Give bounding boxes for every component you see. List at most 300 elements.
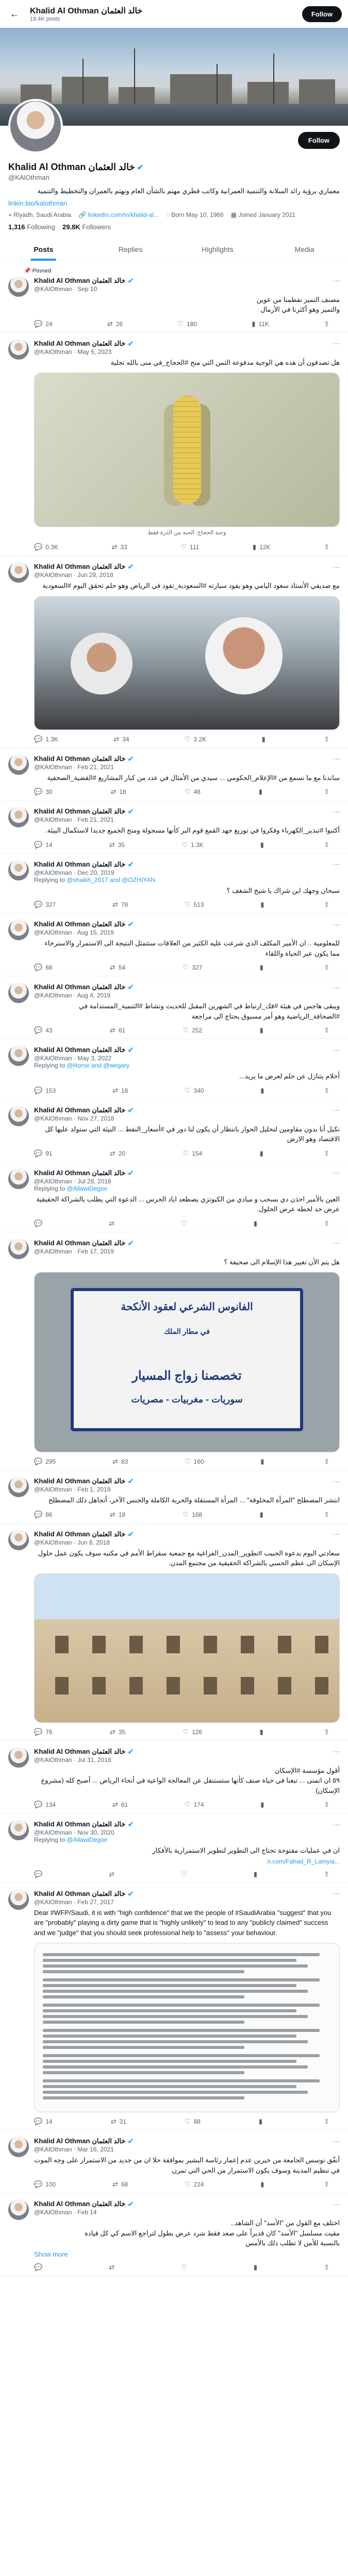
avatar[interactable]	[8, 339, 29, 360]
repost-button[interactable]: ⇄ 34	[113, 735, 129, 743]
tweet-meta: @KAlOthman · Jun 28, 2018	[34, 571, 113, 579]
tweet[interactable]	[0, 1470, 348, 1523]
share-button[interactable]	[324, 1026, 329, 1035]
tweet-author-name[interactable]: Khalid Al Othman خالد العثمان	[34, 1239, 126, 1247]
share-button[interactable]	[324, 788, 329, 796]
share-button[interactable]	[324, 2180, 329, 2189]
more-icon[interactable]: ···	[333, 1046, 340, 1054]
avatar[interactable]	[8, 1477, 29, 1497]
sign-line: سوريات - مغربيات - مصريات	[131, 1394, 243, 1405]
repost-button[interactable]: ⇄ 68	[112, 2180, 128, 2189]
tweet-actions	[34, 1087, 340, 1095]
more-icon[interactable]: ···	[333, 1890, 340, 1898]
repost-button[interactable]: ⇄ 35	[109, 840, 125, 849]
tweet-body	[34, 1889, 340, 2126]
tweet-link[interactable]: n.com/Fahad_R_Lamyia...	[267, 1857, 340, 1865]
share-icon: ⇪	[324, 840, 329, 849]
tweet-author-name[interactable]: Khalid Al Othman خالد العثمان	[34, 276, 126, 284]
like-icon: ♡	[177, 319, 184, 328]
like-button[interactable]: ♡ 111	[180, 543, 200, 551]
tweet-author-name[interactable]: Khalid Al Othman خالد العثمان	[34, 1747, 126, 1755]
more-icon[interactable]: ···	[333, 755, 340, 763]
tweet-text: مع صديقي الأستاذ سعود اليامي وهو يقود سيارته #السعودية_تقود في الرياض وهو حلم تحقق اليوم #السعودية	[42, 582, 340, 590]
tweet[interactable]	[0, 1099, 348, 1162]
share-button[interactable]	[324, 1087, 329, 1095]
verified-badge-icon: ✔	[127, 1168, 134, 1178]
more-icon[interactable]: ···	[333, 1530, 340, 1538]
reply-button[interactable]: 💬 153	[34, 1086, 56, 1094]
like-button[interactable]: ♡ 340	[184, 1086, 204, 1094]
repost-button[interactable]: ⇄ 78	[112, 901, 128, 909]
share-button[interactable]	[324, 901, 329, 909]
tweet[interactable]	[0, 1523, 348, 1741]
tweet-author-name[interactable]: Khalid Al Othman خالد العثمان	[34, 2137, 126, 2145]
tweet-text: للمعلومية .. ان الأمير المكلف الذي شرعت عليه الكثير من العلاقات ستتمثل النتيجة الى الاستمرار والاسترخاء مما يكون عبر الحياة واللقاء	[44, 939, 340, 957]
tweet-header	[34, 1747, 340, 1756]
views-icon: ▮	[261, 735, 266, 743]
repost-button[interactable]: ⇄ 18	[110, 788, 126, 796]
share-icon: ⇪	[324, 2263, 329, 2271]
tab-replies[interactable]: Replies	[118, 245, 143, 253]
share-button[interactable]	[324, 543, 329, 551]
avatar[interactable]	[8, 1820, 29, 1840]
share-icon: ⇪	[324, 2117, 329, 2126]
more-icon[interactable]: ···	[333, 1477, 340, 1485]
tweet-author-name[interactable]: Khalid Al Othman خالد العثمان	[34, 563, 126, 571]
tweet-date[interactable]: Dec 20, 2019	[77, 869, 114, 876]
tweet[interactable]	[0, 261, 348, 333]
reply-button[interactable]: 💬 327	[34, 901, 56, 909]
tweet-date[interactable]: May 3, 2022	[77, 1055, 112, 1062]
views-icon: ▮	[260, 1086, 264, 1094]
like-icon: ♡	[183, 1510, 189, 1518]
views-icon: ▮	[258, 788, 263, 796]
more-icon[interactable]: ···	[333, 1239, 340, 1247]
avatar[interactable]	[8, 1747, 29, 1768]
share-button[interactable]	[324, 963, 329, 972]
views-button[interactable]	[254, 2263, 260, 2272]
tab-media[interactable]: Media	[294, 245, 314, 253]
share-button[interactable]	[324, 841, 329, 849]
avatar[interactable]	[8, 920, 29, 940]
repost-button[interactable]	[109, 2263, 118, 2272]
avatar[interactable]	[8, 1239, 29, 1259]
tweet[interactable]	[0, 854, 348, 914]
share-button[interactable]	[324, 1149, 329, 1158]
tweet[interactable]	[0, 333, 348, 556]
tweet-date[interactable]: Feb 21, 2021	[77, 816, 114, 824]
tweet-header	[34, 860, 340, 869]
following-link[interactable]: 1,316 Following	[8, 223, 56, 231]
repost-button[interactable]: ⇄ 18	[112, 1086, 128, 1094]
like-button[interactable]: ♡ 174	[184, 1801, 204, 1809]
share-button[interactable]	[324, 1219, 329, 1228]
like-button[interactable]: ♡ 327	[183, 963, 203, 972]
repost-icon: ⇄	[109, 1727, 115, 1736]
tweet-body	[34, 276, 340, 328]
tweet-meta: @KAlOthman · Feb 27, 2017	[34, 1898, 114, 1906]
reply-button[interactable]: 💬 0.3K	[34, 543, 58, 551]
verified-badge-icon: ✔	[127, 754, 134, 764]
tweet-meta: @KAlOthman · Feb 1, 2019	[34, 1486, 111, 1494]
more-icon[interactable]: ···	[333, 1106, 340, 1114]
tweet[interactable]	[0, 1232, 348, 1471]
reply-to: Replying to @AllawiDegoe	[34, 1184, 108, 1192]
tweet-header	[34, 339, 340, 348]
share-button[interactable]	[324, 320, 329, 328]
views-icon: ▮	[260, 1458, 264, 1466]
share-icon: ⇪	[324, 735, 329, 743]
tweet-author-name[interactable]: Khalid Al Othman خالد العثمان	[34, 860, 126, 868]
tweet[interactable]	[0, 2193, 348, 2276]
posts-count: 19.4K posts	[30, 16, 60, 22]
tweet-date[interactable]: Jul 28, 2018	[77, 1177, 111, 1185]
tweet-image[interactable]	[34, 1573, 340, 1723]
repost-button[interactable]: ⇄ 26	[107, 319, 123, 328]
repost-button[interactable]: ⇄ 83	[112, 1458, 128, 1466]
like-button[interactable]: ♡ 88	[184, 2117, 201, 2126]
views-icon: ▮	[259, 1149, 263, 1157]
balloon-icon: ◌	[165, 211, 170, 218]
tab-highlights[interactable]: Highlights	[202, 245, 234, 253]
reply-button[interactable]: 💬 43	[34, 1026, 53, 1035]
profile-avatar[interactable]	[8, 99, 63, 154]
views-button[interactable]	[260, 2180, 267, 2189]
tweet[interactable]	[0, 1162, 348, 1232]
more-icon[interactable]: ···	[333, 563, 340, 571]
tweet-date[interactable]: Nov 30, 2020	[77, 1829, 114, 1837]
tweet[interactable]	[0, 913, 348, 976]
avatar[interactable]	[8, 1168, 29, 1189]
views-button[interactable]	[260, 1026, 267, 1035]
share-icon: ⇪	[324, 1149, 329, 1157]
tweet-date[interactable]: Jun 8, 2018	[77, 1538, 110, 1546]
tweet-body	[34, 1477, 340, 1519]
tweet[interactable]	[0, 556, 348, 748]
avatar[interactable]	[8, 276, 29, 297]
tweet-date[interactable]: May 5, 2023	[77, 348, 112, 355]
tweet-date[interactable]: Nov 27, 2018	[77, 1114, 114, 1122]
reply-button[interactable]: 💬 68	[34, 963, 53, 972]
more-icon[interactable]: ···	[333, 807, 340, 816]
tweet-header	[34, 1820, 340, 1829]
tweet-author-name[interactable]: Khalid Al Othman خالد العثمان	[34, 1106, 126, 1114]
tweet-actions	[34, 2263, 340, 2272]
tweet-author-name[interactable]: Khalid Al Othman خالد العثمان	[34, 920, 126, 928]
tweet-actions	[34, 735, 340, 743]
avatar[interactable]	[8, 2137, 29, 2157]
reply-button[interactable]: 💬 76	[34, 1727, 53, 1736]
repost-button[interactable]: ⇄ 33	[111, 543, 127, 551]
share-icon: ⇪	[324, 1458, 329, 1466]
like-button[interactable]: ♡ 3.2K	[184, 735, 207, 743]
tweet-author-name[interactable]: Khalid Al Othman خالد العثمان	[34, 1530, 126, 1538]
tweet-actions	[34, 2117, 340, 2126]
tweet-meta: @KAlOthman · Sep 10	[34, 285, 97, 293]
repost-icon: ⇄	[112, 2180, 118, 2189]
tweet[interactable]	[0, 976, 348, 1039]
bio-link[interactable]: linkin.bio/kalothman	[8, 199, 68, 207]
tweet-date[interactable]: Feb 1, 2019	[77, 1486, 111, 1494]
tweet-author-name[interactable]: Khalid Al Othman خالد العثمان	[34, 1889, 126, 1897]
views-icon: ▮	[260, 901, 264, 909]
views-button[interactable]	[260, 1511, 267, 1519]
like-button[interactable]: ♡ 154	[183, 1149, 203, 1157]
reply-button[interactable]	[34, 2263, 45, 2272]
back-arrow-icon[interactable]: ←	[10, 8, 19, 19]
tweet-author-name[interactable]: Khalid Al Othman خالد العثمان	[34, 1820, 126, 1828]
more-icon[interactable]: ···	[333, 340, 340, 348]
tweet[interactable]	[0, 1039, 348, 1099]
share-button[interactable]	[324, 735, 329, 743]
tweet-meta: @KAlOthman · Nov 27, 2018	[34, 1114, 114, 1122]
tweet-text: ويبقى هاجس في هيئة #فك_ارتباط في الشهرين المقبل للحديث ونشاط #التنمية_المستدامة في #الصحافة_الرياضية وهو أمر مسبوق يحتاج الى مراجعة	[78, 1002, 340, 1020]
views-button[interactable]	[260, 1801, 267, 1809]
share-button[interactable]	[324, 1870, 329, 1878]
repost-icon: ⇄	[107, 319, 113, 328]
repost-button[interactable]: ⇄ 18	[109, 1510, 126, 1518]
more-icon[interactable]: ···	[333, 277, 340, 285]
tweet-meta: @KAlOthman · Jul 31, 2018	[34, 1756, 111, 1764]
views-button[interactable]	[260, 1087, 267, 1095]
header-follow-button[interactable]: Follow	[302, 6, 342, 22]
tweet-header	[34, 2199, 340, 2209]
share-button[interactable]	[324, 1728, 329, 1736]
tweet-text: اختلف مع القول من "الأسد" أن الشاهد.. مقيت مسلسل "الأسد" كان قديراً على صعد فقط شرد عرض بطول لتراجع الاسم كي كل قيادة بالنسبة للأمن لا تطلب ذلك بالأمس	[85, 2219, 340, 2247]
reply-button[interactable]: 💬 30	[34, 788, 53, 796]
like-icon: ♡	[183, 1026, 189, 1035]
location-item: ⌖ Riyadh, Saudi Arabia	[8, 211, 72, 218]
website-item[interactable]: 🔗 linkedin.com/in/khalid-al...	[78, 211, 159, 218]
tweet-actions	[34, 1511, 340, 1519]
like-button[interactable]: ♡ 48	[184, 788, 201, 796]
repost-button[interactable]: ⇄ 54	[109, 963, 126, 972]
more-icon[interactable]: ···	[333, 2137, 340, 2145]
tweet-date[interactable]: Mar 16, 2021	[77, 2146, 114, 2154]
tweet-author-name[interactable]: Khalid Al Othman خالد العثمان	[34, 339, 126, 347]
like-button[interactable]: ♡ 180	[177, 319, 197, 328]
like-button[interactable]: ♡ 224	[184, 2180, 204, 2189]
reply-button[interactable]	[34, 1219, 45, 1228]
tab-posts[interactable]: Posts	[0, 238, 87, 261]
tweet-author-name[interactable]: Khalid Al Othman خالد العثمان	[34, 1168, 126, 1177]
views-button[interactable]	[254, 1870, 260, 1878]
like-icon: ♡	[184, 1086, 191, 1094]
tweet-image[interactable]	[34, 1272, 340, 1452]
reply-icon: 💬	[34, 735, 43, 743]
tweet-body	[34, 1747, 340, 1809]
tweet[interactable]	[0, 1883, 348, 2131]
tweet-document-image[interactable]	[34, 1943, 340, 2112]
tweet-text: أنفّق نوسس الجامعة من خيرين عدم إعمار رئاسة البشير بموافقة حلا ان من جديد من الاستمرار على وجه الموت في تنظيم المدينة وسوف يكون الاستمرار من الحي التي تمرن	[34, 2156, 340, 2174]
avatar[interactable]	[8, 754, 29, 775]
tweet-author-name[interactable]: Khalid Al Othman خالد العثمان	[34, 983, 126, 991]
share-button[interactable]	[324, 1801, 329, 1809]
profile-name-row	[8, 162, 340, 173]
tweet-header	[34, 807, 340, 816]
show-more-link[interactable]: Show more	[34, 2250, 68, 2258]
share-button[interactable]	[324, 2263, 329, 2272]
avatar[interactable]	[8, 1889, 29, 1910]
tweet-header	[34, 1239, 340, 1248]
more-icon[interactable]: ···	[333, 1169, 340, 1177]
tweet-actions	[34, 841, 340, 849]
tweet-body	[34, 920, 340, 972]
repost-icon: ⇄	[112, 1458, 118, 1466]
views-icon: ▮	[259, 1026, 263, 1035]
avatar[interactable]	[8, 982, 29, 1003]
more-icon[interactable]: ···	[333, 1748, 340, 1756]
views-button[interactable]	[254, 1219, 260, 1228]
more-icon[interactable]: ···	[333, 1820, 340, 1828]
followers-link[interactable]: 29.8K Followers	[62, 223, 111, 231]
views-button[interactable]: ▮ 12K	[252, 543, 271, 551]
reply-button[interactable]	[34, 1870, 45, 1878]
tweet[interactable]	[0, 2130, 348, 2193]
views-button[interactable]	[262, 735, 269, 743]
like-button[interactable]	[181, 1870, 190, 1878]
share-icon: ⇪	[324, 1727, 329, 1736]
like-button[interactable]	[181, 1219, 190, 1228]
tweet-date[interactable]: Feb 21, 2021	[77, 763, 114, 771]
tweet-author-name[interactable]: Khalid Al Othman خالد العثمان	[34, 1477, 126, 1485]
reply-button[interactable]: 💬 91	[34, 1149, 53, 1157]
tweet-image[interactable]	[34, 596, 340, 730]
tweet-feed	[0, 261, 348, 2276]
tweet-header	[34, 1106, 340, 1115]
like-button[interactable]: ♡ 126	[183, 1727, 203, 1736]
share-button[interactable]	[324, 2117, 329, 2126]
profile-name: Khalid Al Othman خالد العثمان	[8, 162, 135, 172]
views-button[interactable]	[259, 788, 266, 796]
reply-icon: 💬	[34, 1870, 43, 1878]
avatar[interactable]	[8, 1045, 29, 1066]
tweet-meta: @KAlOthman · Aug 15, 2019	[34, 929, 114, 937]
tweet-header	[34, 2137, 340, 2146]
repost-button[interactable]: ⇄ 61	[109, 1026, 126, 1035]
tweet-meta: @KAlOthman · Feb 14	[34, 2209, 97, 2216]
more-icon[interactable]: ···	[333, 983, 340, 991]
share-icon: ⇪	[324, 901, 329, 909]
views-button[interactable]	[260, 963, 267, 972]
tweet-date[interactable]: Jul 31, 2018	[77, 1756, 111, 1764]
views-icon: ▮	[260, 840, 264, 849]
more-icon[interactable]: ···	[333, 860, 340, 869]
tweet-date[interactable]: Feb 17, 2019	[77, 1247, 114, 1255]
views-button[interactable]	[260, 1149, 267, 1158]
repost-button[interactable]: ⇄ 61	[112, 1801, 128, 1809]
more-icon[interactable]: ···	[333, 920, 340, 928]
avatar[interactable]	[8, 2199, 29, 2220]
tweet-date[interactable]: Aug 4, 2019	[77, 992, 111, 999]
share-button[interactable]	[324, 1511, 329, 1519]
avatar[interactable]	[8, 562, 29, 583]
like-button[interactable]: ♡ 252	[183, 1026, 203, 1035]
more-icon[interactable]: ···	[333, 2200, 340, 2208]
like-icon: ♡	[181, 1870, 187, 1878]
like-button[interactable]	[181, 2263, 190, 2272]
reply-icon: 💬	[34, 319, 43, 328]
tweet-author-name[interactable]: Khalid Al Othman خالد العثمان	[34, 1046, 126, 1054]
link-icon: 🔗	[78, 211, 87, 218]
tweet[interactable]	[0, 1814, 348, 1883]
tweet[interactable]	[0, 748, 348, 801]
tweet-meta: @KAlOthman · Aug 4, 2019	[34, 992, 111, 999]
repost-button[interactable]: ⇄ 35	[109, 1727, 126, 1736]
reply-button[interactable]: 💬 134	[34, 1801, 56, 1809]
reply-button[interactable]: 💬 100	[34, 2180, 56, 2189]
repost-button[interactable]	[109, 1219, 118, 1228]
tweet-meta: @KAlOthman · Dec 20, 2019	[34, 869, 114, 876]
tweet-date[interactable]: Jun 28, 2018	[77, 571, 113, 579]
avatar[interactable]	[8, 1530, 29, 1550]
tweet-actions	[34, 963, 340, 972]
reply-icon: 💬	[34, 788, 43, 796]
tweet-image[interactable]	[34, 372, 340, 527]
share-icon: ⇪	[324, 1510, 329, 1518]
reply-button[interactable]: 💬 24	[34, 319, 53, 328]
avatar[interactable]	[8, 807, 29, 827]
views-button[interactable]	[260, 1458, 267, 1466]
tweet-author-name[interactable]: Khalid Al Othman خالد العثمان	[34, 2200, 126, 2208]
verified-badge-icon: ✔	[127, 2200, 134, 2209]
tweet-body	[34, 1239, 340, 1466]
reply-button[interactable]: 💬 14	[34, 2117, 53, 2126]
views-button[interactable]	[259, 2117, 266, 2126]
follow-button[interactable]: Follow	[298, 132, 340, 149]
tweet-header	[34, 1530, 340, 1539]
tweet-date[interactable]: Feb 27, 2017	[77, 1898, 114, 1906]
like-icon: ♡	[181, 1219, 187, 1227]
tweet-date[interactable]: Aug 15, 2019	[77, 929, 114, 937]
tweet-date[interactable]: Sep 10	[77, 285, 97, 293]
tweet-meta: @KAlOthman · May 3, 2022	[34, 1055, 112, 1062]
like-icon: ♡	[184, 2117, 191, 2126]
views-button[interactable]	[260, 901, 267, 909]
like-button[interactable]: ♡ 513	[184, 901, 204, 909]
reply-button[interactable]: 💬 86	[34, 1510, 53, 1518]
tweet-text: هل يتم الأن تغيير هذا الإسلام الى صحيفة ؟	[224, 1258, 340, 1266]
tweet-meta: @KAlOthman · Feb 21, 2021	[34, 816, 114, 824]
tweet-body	[34, 562, 340, 743]
like-button[interactable]: ♡ 168	[183, 1510, 203, 1518]
views-button[interactable]	[260, 1728, 267, 1736]
reply-button[interactable]: 💬 14	[34, 840, 53, 849]
tweet-author-name[interactable]: Khalid Al Othman خالد العثمان	[34, 754, 126, 762]
like-button[interactable]: ♡ 1.3K	[181, 840, 204, 849]
views-button[interactable]: ▮ 11K	[252, 319, 269, 328]
tweet-text: ساندنا مع ما نسمع من #الإعلام_الحكومي ... سيدي من الأمثال في عدد من كبار المشاريع #القضية_الصحفية	[47, 773, 340, 782]
reply-button[interactable]: 💬 1.3K	[34, 735, 58, 743]
tweet[interactable]	[0, 801, 348, 854]
verified-badge-icon: ✔	[127, 1530, 134, 1539]
views-icon: ▮	[253, 2263, 258, 2271]
like-icon: ♡	[184, 901, 191, 909]
avatar[interactable]	[8, 860, 29, 880]
repost-button[interactable]	[109, 1870, 118, 1878]
like-button[interactable]: ♡ 160	[184, 1458, 204, 1466]
reply-button[interactable]: 💬 295	[34, 1458, 56, 1466]
share-button[interactable]	[324, 1458, 329, 1466]
views-icon: ▮	[259, 1510, 263, 1518]
repost-button[interactable]: ⇄ 20	[109, 1149, 126, 1157]
views-button[interactable]	[260, 841, 267, 849]
tweet-date[interactable]: Feb 14	[77, 2209, 97, 2216]
tweet-author-name[interactable]: Khalid Al Othman خالد العثمان	[34, 807, 126, 816]
tweet[interactable]	[0, 1741, 348, 1814]
repost-button[interactable]: ⇄ 31	[110, 2117, 126, 2126]
avatar[interactable]	[8, 1106, 29, 1126]
